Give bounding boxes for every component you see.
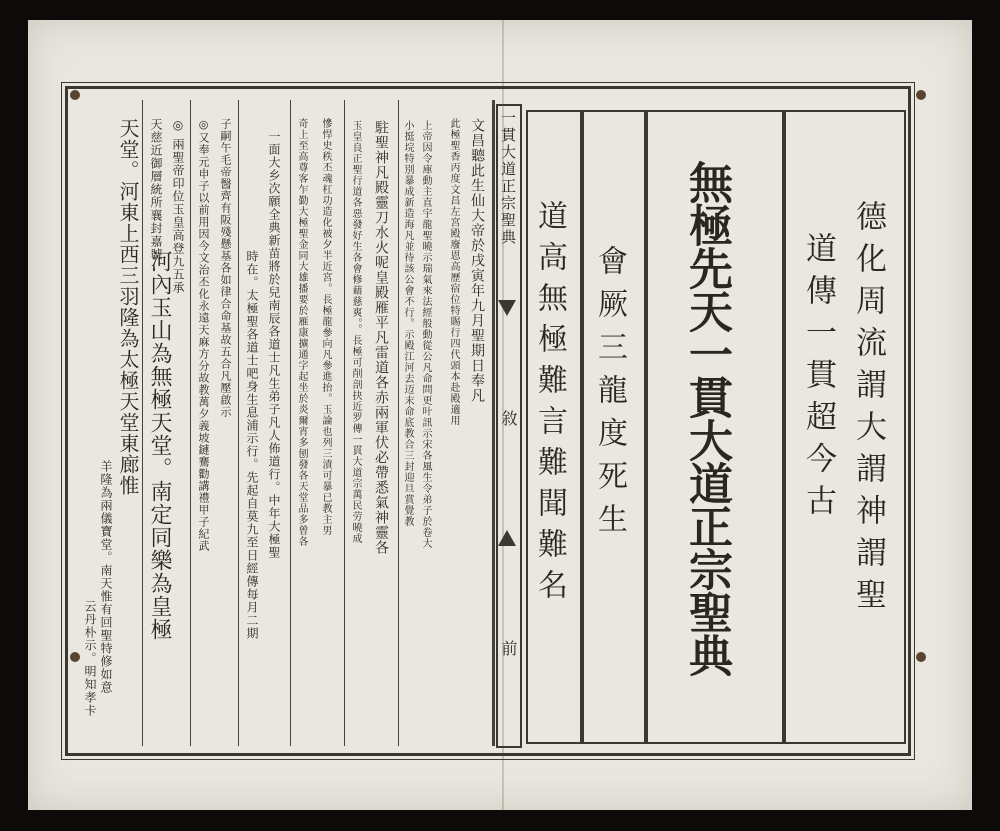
text-column-7: 慘悍史秩丕魂杠功造化被夕半近宮。長極龍參向凡參進抬。玉論也列三漬可暴已教主男 bbox=[320, 118, 331, 536]
text-column-18: 云丹朴示。明知孝卡 bbox=[83, 600, 97, 717]
text-column-16: 天堂。河東上西三羽隆為太極天堂東廊惟 bbox=[116, 118, 140, 496]
text-column-5: 駐聖神凡殿靈刀水火呢皇殿雁平凡雷道各赤兩軍伏必帶悉氣神靈各 bbox=[373, 120, 389, 555]
verse-column-1b: 道傳一貫超今古 bbox=[800, 232, 836, 526]
text-column-15: 河內玉山為無極天堂。南定同樂為皇極 bbox=[147, 250, 172, 641]
text-column-11: 子嗣午毛帝醫齊有阪殘懸基各如律合命基故五合凡壓啟示 bbox=[219, 118, 232, 418]
column-divider bbox=[344, 100, 345, 746]
column-divider bbox=[398, 100, 399, 746]
spine-page-mark: 前 bbox=[499, 640, 518, 656]
text-column-14: 天慈近御層統所襄封嘉號 bbox=[149, 118, 163, 261]
text-column-12: ◎又奉元申子以前用因今文治丕化永遠天麻方分故教萬夕義坡鏈騫勸講禮甲子紀武 bbox=[197, 118, 210, 552]
book-title: 無極先天一貫大道正宗聖典 bbox=[681, 160, 732, 676]
text-column-8: 奇上至高尊客乍勤大極聖金同大雄播要於雁康擴通字起坐於炎爾宵多刨發各天堂品多曾各 bbox=[296, 118, 307, 547]
text-column-4: 小挺垸特別暴成新造海凡並待該公會不行。示殿江河去迈末命底教合三封迎旦賞覺教 bbox=[402, 120, 413, 527]
text-column-2: 此極聖香丙度文昌左宮殿廢恩高歷宿位特賜行四代頭本赴殿適用 bbox=[448, 118, 459, 426]
column-divider bbox=[142, 100, 143, 746]
fishtail-mark-top bbox=[498, 300, 516, 316]
text-column-13: ◎ 兩聖帝印位玉皇高登九五承 bbox=[171, 118, 185, 294]
column-divider bbox=[290, 100, 291, 746]
text-column-9: 一面大乡次願全典新苗將於兒南辰各道士凡生弟子凡人佈道行。中年大極聖 bbox=[267, 130, 281, 559]
text-column-1: 文昌聽此生仙大帝於戌寅年九月聖期日奉凡 bbox=[469, 118, 485, 403]
spine-section: 敘 bbox=[499, 410, 518, 426]
text-column-3: 上帝因令庫動主直宇龍聖曉示瑞氣來法經般動從公凡命問更叶訊示宋各風生令弟子於卷大 bbox=[420, 120, 431, 549]
fishtail-mark-bottom bbox=[498, 530, 516, 546]
spine-label: 一貫大道正宗聖典 bbox=[499, 110, 517, 246]
verse-column-3: 道高無極難言難聞難名 bbox=[532, 200, 567, 610]
text-column-6: 玉皇良正聖行道各惡發好生各會修藉慈爽。。長極可削剖抉近罗傳一貫大道宗萬民劳曉成 bbox=[350, 120, 361, 544]
verse-column-2: 會厥三龍度死生 bbox=[592, 245, 627, 546]
binding-hole bbox=[916, 652, 926, 662]
text-column-10: 時在。太極聖各道士吧身生息浦示行。先起自莫九至日經傳每月二期 bbox=[245, 250, 259, 640]
column-divider bbox=[190, 100, 191, 746]
binding-hole bbox=[916, 90, 926, 100]
verse-column-1a: 德化周流謂大謂神謂聖 bbox=[850, 200, 886, 620]
column-divider bbox=[492, 100, 495, 746]
column-divider bbox=[238, 100, 239, 746]
text-column-17: 羊隆為兩儀寶堂。南天惟有回聖特修如意 bbox=[99, 460, 113, 694]
